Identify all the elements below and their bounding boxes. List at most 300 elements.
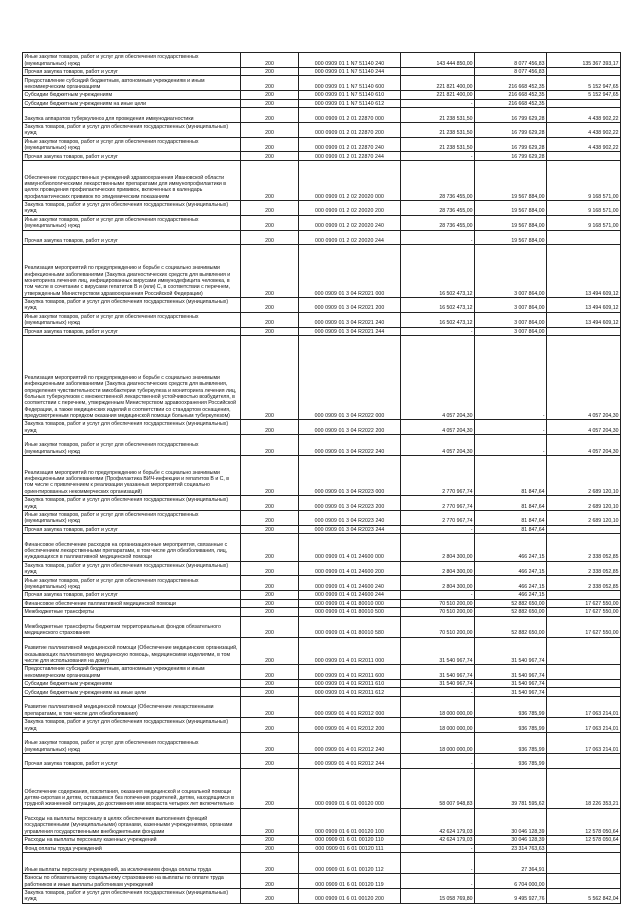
row-name: Межбюджетные трансферты бюджетам территориальных фондов обязательного медицинского страхования <box>23 616 241 637</box>
row-plan: 15 058 769,80 <box>401 888 475 903</box>
row-kbk: 000 0909 01 3 04 R2022 000 <box>299 336 401 420</box>
row-rest: 17 627 550,00 <box>547 616 621 637</box>
row-rest <box>547 67 621 76</box>
row-name: Межбюджетные трансферты <box>23 608 241 617</box>
row-name: Прочая закупка товаров, работ и услуг <box>23 67 241 76</box>
row-rest <box>547 853 621 874</box>
budget-execution-table <box>22 52 621 904</box>
table-row <box>23 297 621 312</box>
row-name: Закупка товаров, работ и услуг для обеспечения государственных (муниципальных) нужд <box>23 420 241 435</box>
row-plan: 21 238 531,50 <box>401 137 475 152</box>
row-exec: 936 785,99 <box>475 696 547 717</box>
table-row <box>23 679 621 688</box>
table-row <box>23 327 621 336</box>
row-code: 200 <box>241 836 299 845</box>
row-plan: 18 000 000,00 <box>401 732 475 753</box>
row-code: 200 <box>241 122 299 137</box>
row-kbk: 000 0909 01 6 01 00120 110 <box>299 836 401 845</box>
row-kbk: 000 0909 01 2 02 20020 200 <box>299 200 401 215</box>
row-code: 200 <box>241 496 299 511</box>
row-code: 200 <box>241 768 299 808</box>
row-kbk: 000 0909 01 4 01 24600 244 <box>299 591 401 600</box>
row-rest <box>547 637 621 664</box>
row-kbk: 000 0909 01 4 01 R2011 610 <box>299 679 401 688</box>
row-rest: 17 627 550,00 <box>547 599 621 608</box>
row-exec: 31 540 967,74 <box>475 679 547 688</box>
row-code: 200 <box>241 297 299 312</box>
row-exec: 3 007 864,00 <box>475 312 547 327</box>
row-exec: 216 668 452,35 <box>475 91 547 100</box>
row-code: 200 <box>241 534 299 561</box>
row-code: 200 <box>241 160 299 200</box>
row-name: Иные закупки товаров, работ и услуг для обеспечения государственных (муниципальных) нужд <box>23 137 241 152</box>
row-rest: 13 494 609,12 <box>547 312 621 327</box>
row-exec: 30 046 128,39 <box>475 808 547 835</box>
row-code: 200 <box>241 137 299 152</box>
row-rest: 2 689 120,10 <box>547 496 621 511</box>
table-row <box>23 637 621 664</box>
row-plan <box>401 67 475 76</box>
row-kbk: 000 0909 01 2 02 20020 000 <box>299 160 401 200</box>
row-kbk: 000 0909 01 1 N7 51140 600 <box>299 76 401 91</box>
row-plan: 4 057 204,30 <box>401 434 475 455</box>
row-rest <box>547 230 621 245</box>
row-exec: 23 314 763,63 <box>475 844 547 853</box>
row-kbk: 000 0909 01 6 01 00120 200 <box>299 888 401 903</box>
row-name: Иные закупки товаров, работ и услуг для обеспечения государственных (муниципальных) нужд <box>23 434 241 455</box>
table-row <box>23 591 621 600</box>
row-kbk: 000 0909 01 3 04 R2022 200 <box>299 420 401 435</box>
table-row <box>23 510 621 525</box>
row-exec: 3 007 864,00 <box>475 327 547 336</box>
row-exec: 9 495 927,76 <box>475 888 547 903</box>
table-row <box>23 696 621 717</box>
row-code: 200 <box>241 608 299 617</box>
row-rest: 12 578 050,64 <box>547 836 621 845</box>
table-row <box>23 152 621 161</box>
row-rest: 5 152 947,65 <box>547 76 621 91</box>
row-plan: - <box>401 327 475 336</box>
row-exec: 81 847,64 <box>475 496 547 511</box>
row-name: Развитие паллиативной медицинской помощи (Обеспечение лекарственными препаратами, в том числе для обезболивания) <box>23 696 241 717</box>
row-kbk: 000 0909 01 4 01 R2012 244 <box>299 753 401 768</box>
row-kbk: 000 0909 01 1 N7 51140 240 <box>299 53 401 68</box>
row-name: Предоставление субсидий бюджетным, автономным учреждениям и иным некоммерческим организациям <box>23 76 241 91</box>
row-code: 200 <box>241 53 299 68</box>
row-plan: - <box>401 753 475 768</box>
row-name: Обеспечение государственных учреждений здравоохранения Ивановской области иммунобиологическими лекарственными препаратами для иммунопрофилактики в целях проведения профилактических прививок, включенных в календарь профилактических прививок по эпидемическим показаниям <box>23 160 241 200</box>
row-code: 200 <box>241 327 299 336</box>
row-code: 200 <box>241 696 299 717</box>
row-name: Иные выплаты персоналу учреждений, за исключением фонда оплаты труда <box>23 853 241 874</box>
row-kbk: 000 0909 01 1 N7 51140 610 <box>299 91 401 100</box>
row-plan: 2 804 300,00 <box>401 576 475 591</box>
row-code: 200 <box>241 76 299 91</box>
row-plan: 28 736 455,00 <box>401 160 475 200</box>
row-kbk: 000 0909 01 6 01 00120 119 <box>299 874 401 889</box>
row-code: 200 <box>241 200 299 215</box>
row-plan: 70 510 200,00 <box>401 608 475 617</box>
row-rest: 18 226 353,21 <box>547 768 621 808</box>
row-rest: 17 627 550,00 <box>547 608 621 617</box>
row-exec: 31 540 967,74 <box>475 665 547 680</box>
row-exec: 8 077 456,83 <box>475 67 547 76</box>
row-plan: - <box>401 230 475 245</box>
table-row <box>23 718 621 733</box>
row-exec: 3 007 864,00 <box>475 245 547 298</box>
row-rest: 9 168 571,00 <box>547 200 621 215</box>
row-plan: 221 821 400,00 <box>401 91 475 100</box>
row-plan: 4 057 204,30 <box>401 420 475 435</box>
row-plan: 58 007 948,83 <box>401 768 475 808</box>
row-exec: 466 247,15 <box>475 561 547 576</box>
row-rest <box>547 99 621 108</box>
row-exec: 39 781 595,62 <box>475 768 547 808</box>
row-code: 200 <box>241 688 299 697</box>
row-rest <box>547 591 621 600</box>
row-rest: 5 152 947,65 <box>547 91 621 100</box>
row-kbk: 000 0909 01 6 01 00120 111 <box>299 844 401 853</box>
table-row <box>23 336 621 420</box>
table-row <box>23 753 621 768</box>
row-kbk: 000 0909 01 3 04 R2021 240 <box>299 312 401 327</box>
row-exec: 81 847,64 <box>475 456 547 496</box>
row-rest: 4 057 204,30 <box>547 336 621 420</box>
row-rest: 2 338 052,85 <box>547 576 621 591</box>
row-exec: 466 247,15 <box>475 534 547 561</box>
row-exec: 6 704 000,00 <box>475 874 547 889</box>
table-row <box>23 420 621 435</box>
row-kbk: 000 0909 01 3 04 R2021 244 <box>299 327 401 336</box>
row-rest: 9 168 571,00 <box>547 215 621 230</box>
row-kbk: 000 0909 01 3 04 R2022 240 <box>299 434 401 455</box>
row-rest: 13 494 609,12 <box>547 245 621 298</box>
row-name: Иные закупки товаров, работ и услуг для обеспечения государственных (муниципальных) нужд <box>23 215 241 230</box>
table-row <box>23 853 621 874</box>
row-name: Предоставление субсидий бюджетным, автономным учреждениям и иным некоммерческим организациям <box>23 665 241 680</box>
row-code: 200 <box>241 336 299 420</box>
row-exec: 27 364,91 <box>475 853 547 874</box>
row-name: Закупка товаров, работ и услуг для обеспечения государственных (муниципальных) нужд <box>23 496 241 511</box>
row-kbk: 000 0909 01 3 04 R2023 240 <box>299 510 401 525</box>
row-exec: 216 668 452,35 <box>475 76 547 91</box>
table-row <box>23 312 621 327</box>
row-code: 200 <box>241 312 299 327</box>
table-row <box>23 665 621 680</box>
row-rest: 17 063 214,01 <box>547 718 621 733</box>
row-name: Иные закупки товаров, работ и услуг для обеспечения государственных (муниципальных) нужд <box>23 576 241 591</box>
row-name: Прочая закупка товаров, работ и услуг <box>23 152 241 161</box>
row-plan: - <box>401 99 475 108</box>
table-row <box>23 99 621 108</box>
row-plan: - <box>401 525 475 534</box>
row-rest <box>547 665 621 680</box>
table-row <box>23 108 621 123</box>
row-code: 200 <box>241 108 299 123</box>
row-code: 200 <box>241 853 299 874</box>
row-plan: 2 804 300,00 <box>401 561 475 576</box>
table-row <box>23 434 621 455</box>
table-row <box>23 599 621 608</box>
row-rest: 4 438 902,22 <box>547 108 621 123</box>
row-name: Расходы на выплаты персоналу казенных учреждений <box>23 836 241 845</box>
row-kbk: 000 0909 01 4 01 80010 580 <box>299 616 401 637</box>
row-exec: 466 247,15 <box>475 591 547 600</box>
row-name: Взносы по обязательному социальному страхованию на выплаты по оплате труда работников и иные выплаты работникам учреждений <box>23 874 241 889</box>
row-exec: - <box>475 336 547 420</box>
row-plan: 70 510 200,00 <box>401 616 475 637</box>
row-kbk: 000 0909 01 3 04 R2023 244 <box>299 525 401 534</box>
table-row <box>23 215 621 230</box>
row-exec: - <box>475 434 547 455</box>
table-row <box>23 67 621 76</box>
row-name: Прочая закупка товаров, работ и услуг <box>23 327 241 336</box>
row-kbk: 000 0909 01 3 04 R2021 200 <box>299 297 401 312</box>
row-kbk: 000 0909 01 4 01 R2012 000 <box>299 696 401 717</box>
row-plan: 28 736 455,00 <box>401 200 475 215</box>
row-plan: 31 540 967,74 <box>401 679 475 688</box>
row-exec: 16 799 629,28 <box>475 137 547 152</box>
row-kbk: 000 0909 01 4 01 80010 500 <box>299 608 401 617</box>
table-row <box>23 496 621 511</box>
row-plan: 16 502 473,12 <box>401 312 475 327</box>
row-exec: 52 882 650,00 <box>475 608 547 617</box>
row-exec: - <box>475 420 547 435</box>
row-exec: 936 785,99 <box>475 718 547 733</box>
row-code: 200 <box>241 561 299 576</box>
row-code: 200 <box>241 637 299 664</box>
row-name: Закупка товаров, работ и услуг для обеспечения государственных (муниципальных) нужд <box>23 122 241 137</box>
row-plan: 2 770 967,74 <box>401 456 475 496</box>
row-plan: 31 540 967,74 <box>401 637 475 664</box>
row-code: 200 <box>241 874 299 889</box>
table-row <box>23 576 621 591</box>
row-name: Прочая закупка товаров, работ и услуг <box>23 230 241 245</box>
table-row <box>23 525 621 534</box>
row-plan: 2 770 967,74 <box>401 510 475 525</box>
row-code: 200 <box>241 665 299 680</box>
row-plan: 2 770 967,74 <box>401 496 475 511</box>
row-code: 200 <box>241 434 299 455</box>
row-exec: 31 540 967,74 <box>475 637 547 664</box>
row-exec: 19 567 884,00 <box>475 230 547 245</box>
row-kbk: 000 0909 01 6 01 00120 100 <box>299 808 401 835</box>
row-rest <box>547 525 621 534</box>
row-name: Прочая закупка товаров, работ и услуг <box>23 525 241 534</box>
row-kbk: 000 0909 01 1 N7 51140 244 <box>299 67 401 76</box>
row-exec: 936 785,99 <box>475 753 547 768</box>
row-exec: 81 847,64 <box>475 510 547 525</box>
row-plan: 42 624 179,03 <box>401 836 475 845</box>
row-plan: - <box>401 874 475 889</box>
table-row <box>23 836 621 845</box>
row-name: Прочая закупка товаров, работ и услуг <box>23 753 241 768</box>
row-name: Расходы на выплаты персоналу в целях обеспечения выполнения функций государственными (муниципальными) органами, казенными учреждениями, органами управления государственными внебюджетными фондами <box>23 808 241 835</box>
row-plan: 2 804 300,00 <box>401 534 475 561</box>
table-row <box>23 53 621 68</box>
row-plan: - <box>401 844 475 853</box>
row-name: Закупка аппаратов туберкулиноз для проведения иммунодиагностики <box>23 108 241 123</box>
row-code: 200 <box>241 732 299 753</box>
row-exec: 31 540 967,74 <box>475 688 547 697</box>
table-row <box>23 608 621 617</box>
row-rest: 13 494 609,12 <box>547 297 621 312</box>
row-kbk: 000 0909 01 4 01 R2012 240 <box>299 732 401 753</box>
row-plan: 21 238 531,50 <box>401 108 475 123</box>
row-rest: 135 367 393,17 <box>547 53 621 68</box>
row-plan: 18 000 000,00 <box>401 718 475 733</box>
row-plan: - <box>401 688 475 697</box>
row-code: 200 <box>241 888 299 903</box>
row-kbk: 000 0909 01 2 01 22870 244 <box>299 152 401 161</box>
table-row <box>23 808 621 835</box>
row-rest: 2 338 052,85 <box>547 561 621 576</box>
table-row <box>23 732 621 753</box>
row-name: Реализация мероприятий по предупреждению и борьбе с социально значимыми инфекционными заболеваниями (Закупка диагностических средств для выявления, определения чувствительности микобактерии туберкулеза и мониторинга лечения лиц, больных туберкулезом с множественной лекарственной устойчивостью возбудителя, в соответствии с перечнем, утвержденным Министерством здравоохранения Российской Федерации, а также медицинских изделий в соответствии со стандартом оснащения, предусмотренным порядком оказания медицинской помощи больным туберкулезом) <box>23 336 241 420</box>
row-kbk: 000 0909 01 4 01 R2011 612 <box>299 688 401 697</box>
row-code: 200 <box>241 718 299 733</box>
row-code: 200 <box>241 152 299 161</box>
row-exec: 19 567 884,00 <box>475 215 547 230</box>
row-code: 200 <box>241 808 299 835</box>
row-kbk: 000 0909 01 3 04 R2023 000 <box>299 456 401 496</box>
row-exec: 3 007 864,00 <box>475 297 547 312</box>
row-exec: 936 785,99 <box>475 732 547 753</box>
row-plan: 18 000 000,00 <box>401 696 475 717</box>
row-rest: 4 057 204,30 <box>547 434 621 455</box>
row-rest <box>547 679 621 688</box>
row-kbk: 000 0909 01 2 01 22870 200 <box>299 122 401 137</box>
table-row <box>23 76 621 91</box>
row-kbk: 000 0909 01 4 01 24600 200 <box>299 561 401 576</box>
row-name: Субсидии бюджетным учреждениям <box>23 679 241 688</box>
row-name: Закупка товаров, работ и услуг для обеспечения государственных (муниципальных) нужд <box>23 718 241 733</box>
row-code: 200 <box>241 753 299 768</box>
row-code: 200 <box>241 99 299 108</box>
row-plan: - <box>401 152 475 161</box>
row-plan: 21 238 531,50 <box>401 122 475 137</box>
row-kbk: 000 0909 01 4 01 R2011 600 <box>299 665 401 680</box>
row-name: Субсидии бюджетным учреждениям на иные цели <box>23 99 241 108</box>
row-rest <box>547 874 621 889</box>
row-rest: 17 063 214,01 <box>547 696 621 717</box>
row-exec: 8 077 456,83 <box>475 53 547 68</box>
row-plan: 28 736 455,00 <box>401 215 475 230</box>
row-code: 200 <box>241 599 299 608</box>
row-code: 200 <box>241 215 299 230</box>
row-kbk: 000 0909 01 3 04 R2023 200 <box>299 496 401 511</box>
row-rest <box>547 152 621 161</box>
row-plan: 42 624 179,03 <box>401 808 475 835</box>
row-plan: - <box>401 591 475 600</box>
row-rest: 5 562 842,04 <box>547 888 621 903</box>
row-plan: 31 540 967,74 <box>401 665 475 680</box>
row-exec: 16 799 629,28 <box>475 122 547 137</box>
row-kbk: 000 0909 01 2 02 20020 244 <box>299 230 401 245</box>
row-name: Обеспечение содержания, воспитания, оказания медицинской и социальной помощи детям-сиротам и детям, оставшимся без попечения родителей, детям, находящимся в трудной жизненной ситуации, до достижения ими возраста четырех лет включительно <box>23 768 241 808</box>
row-plan: 221 821 400,00 <box>401 76 475 91</box>
row-name: Реализация мероприятий по предупреждению и борьбе с социально значимыми инфекционными заболеваниями (Профилактика ВИЧ-инфекции и гепатитов В и С, в том числе с привлечением к реализации указанных мероприятий социально ориентированных некоммерческих организаций) <box>23 456 241 496</box>
table-row <box>23 91 621 100</box>
row-exec: 16 799 629,28 <box>475 152 547 161</box>
row-exec: 19 567 884,00 <box>475 200 547 215</box>
row-code: 200 <box>241 844 299 853</box>
row-rest: 4 438 902,22 <box>547 137 621 152</box>
row-name: Реализация мероприятий по предупреждению и борьбе с социально значимыми инфекционными заболеваниями (Закупка диагностических средств для выявления и мониторинга лечения лиц, инфицированных вирусами иммунодефицита человека, в том числе в сочетании с вирусами гепатитов В и (или) С, в соответствии с перечнем, утвержденным Министерством здравоохранения Российской Федерации) <box>23 245 241 298</box>
row-rest: 17 063 214,01 <box>547 732 621 753</box>
row-name: Развитие паллиативной медицинской помощи (Обеспечение медицинских организаций, оказывающих паллиативную медицинскую помощь, медицинскими изделиями, в том числе для использования на дому) <box>23 637 241 664</box>
row-exec: 52 882 650,00 <box>475 616 547 637</box>
row-code: 200 <box>241 616 299 637</box>
table-row <box>23 688 621 697</box>
row-plan: 16 502 473,12 <box>401 297 475 312</box>
row-rest: 9 168 571,00 <box>547 160 621 200</box>
row-code: 200 <box>241 245 299 298</box>
row-name: Закупка товаров, работ и услуг для обеспечения государственных (муниципальных) нужд <box>23 888 241 903</box>
table-row <box>23 534 621 561</box>
row-name: Закупка товаров, работ и услуг для обеспечения государственных (муниципальных) нужд <box>23 297 241 312</box>
budget-report-page <box>22 52 620 904</box>
row-code: 200 <box>241 510 299 525</box>
row-name: Финансовое обеспечение расходов на организационные мероприятия, связанные с обеспечением лекарственными препаратами, в том числе для обезболивания, лиц, нуждающихся в паллиативной медицинской помощи <box>23 534 241 561</box>
row-kbk: 000 0909 01 4 01 R2012 200 <box>299 718 401 733</box>
row-plan: - <box>401 853 475 874</box>
row-rest <box>547 844 621 853</box>
row-rest <box>547 327 621 336</box>
row-rest: 4 057 204,30 <box>547 420 621 435</box>
row-name: Субсидии бюджетным учреждениям <box>23 91 241 100</box>
row-code: 200 <box>241 91 299 100</box>
row-exec: 19 567 884,00 <box>475 160 547 200</box>
row-plan: 143 444 850,00 <box>401 53 475 68</box>
table-row <box>23 768 621 808</box>
row-kbk: 000 0909 01 4 01 24600 000 <box>299 534 401 561</box>
row-code: 200 <box>241 525 299 534</box>
table-row <box>23 561 621 576</box>
row-code: 200 <box>241 591 299 600</box>
row-code: 200 <box>241 230 299 245</box>
row-name: Прочая закупка товаров, работ и услуг <box>23 591 241 600</box>
row-kbk: 000 0909 01 2 02 20020 240 <box>299 215 401 230</box>
table-row <box>23 200 621 215</box>
row-rest: 2 689 120,10 <box>547 510 621 525</box>
row-code: 200 <box>241 420 299 435</box>
table-row <box>23 160 621 200</box>
table-row <box>23 616 621 637</box>
row-name: Субсидии бюджетным учреждениям на иные цели <box>23 688 241 697</box>
table-row <box>23 230 621 245</box>
table-row <box>23 137 621 152</box>
row-name: Иные закупки товаров, работ и услуг для обеспечения государственных (муниципальных) нужд <box>23 53 241 68</box>
row-kbk: 000 0909 01 2 01 22870 240 <box>299 137 401 152</box>
table-row <box>23 456 621 496</box>
row-exec: 81 847,64 <box>475 525 547 534</box>
row-exec: 30 046 128,39 <box>475 836 547 845</box>
row-code: 200 <box>241 679 299 688</box>
row-rest <box>547 753 621 768</box>
row-rest: 4 438 902,22 <box>547 122 621 137</box>
row-name: Иные закупки товаров, работ и услуг для обеспечения государственных (муниципальных) нужд <box>23 732 241 753</box>
row-exec: 216 668 452,35 <box>475 99 547 108</box>
row-kbk: 000 0909 01 2 01 22870 000 <box>299 108 401 123</box>
row-rest <box>547 688 621 697</box>
row-name: Фонд оплаты труда учреждений <box>23 844 241 853</box>
row-name: Финансовое обеспечение паллиативной медицинской помощи <box>23 599 241 608</box>
row-name: Иные закупки товаров, работ и услуг для обеспечения государственных (муниципальных) нужд <box>23 312 241 327</box>
row-rest: 2 338 052,85 <box>547 534 621 561</box>
row-kbk: 000 0909 01 1 N7 51140 612 <box>299 99 401 108</box>
table-row <box>23 122 621 137</box>
